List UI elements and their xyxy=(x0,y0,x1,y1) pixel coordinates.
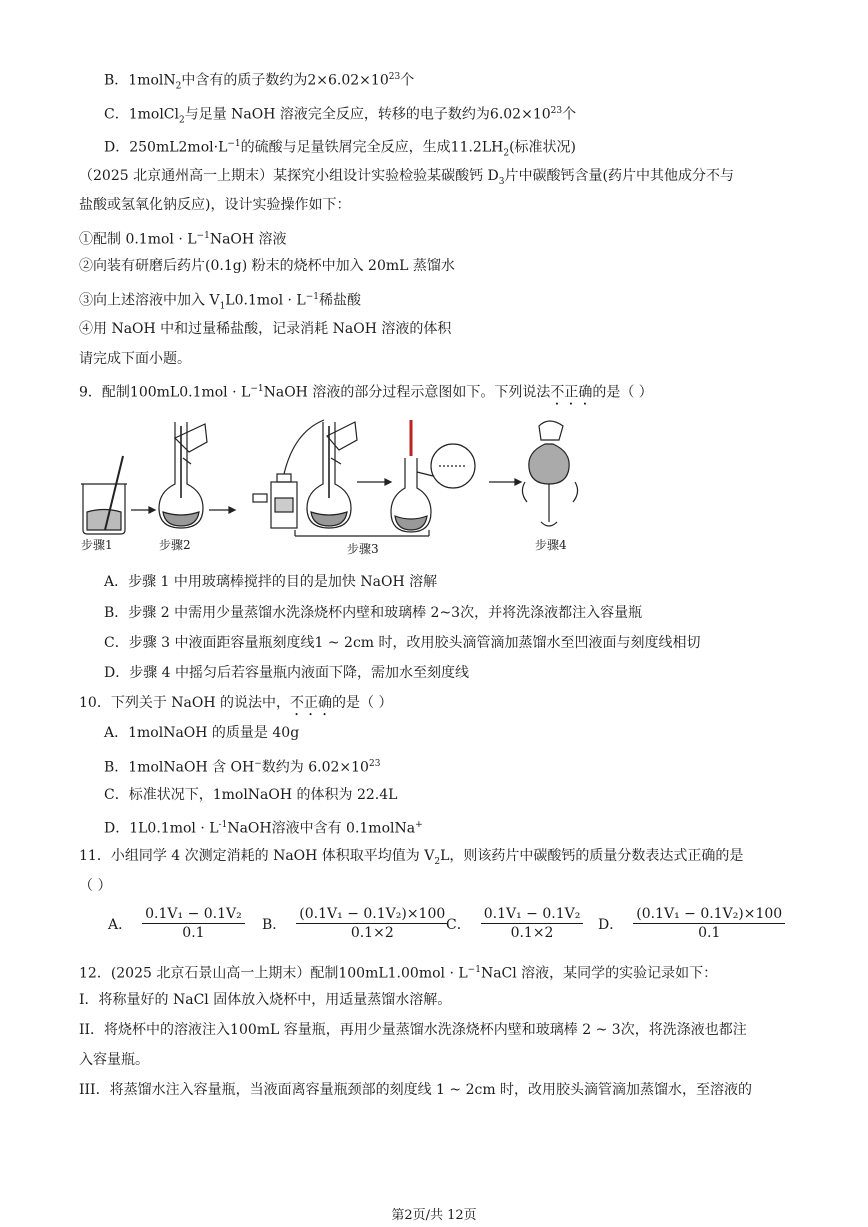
superscript: − xyxy=(254,759,262,769)
option-label: C． xyxy=(446,916,471,933)
superscript: −1 xyxy=(196,231,210,241)
q12-record-iii: III．将蒸馏水注入容量瓶，当液面离容量瓶颈部的刻度线 1 ~ 2cm 时，改用胶头滴管滴加蒸馏水，至溶液的 xyxy=(79,1082,753,1098)
option-text: (标准状况) xyxy=(509,139,577,156)
option-text: B．1molNaOH 含 OH xyxy=(104,759,255,776)
superscript: 23 xyxy=(368,759,381,769)
question-text: 11．小组同学 4 次测定消耗的 NaOH 体积取平均值为 V xyxy=(79,848,435,864)
step-text: ③向上述溶液中加入 V xyxy=(79,292,220,309)
step-3-label: 步骤3 xyxy=(347,542,379,556)
subscript: 2 xyxy=(434,856,441,867)
superscript: −1 xyxy=(250,384,264,394)
formula: 1molCl xyxy=(128,106,179,123)
q9-option-b[interactable]: B．步骤 2 中需用少量蒸馏水洗涤烧杯内壁和玻璃棒 2~3次，并将洗涤液都注入容量瓶 xyxy=(104,605,643,621)
question-text: 的是（ ） xyxy=(592,384,653,401)
option-d-line xyxy=(104,134,576,163)
fraction xyxy=(296,906,448,941)
question-text: 10．下列关于 NaOH 的说法中， xyxy=(79,695,290,711)
question-9-stem xyxy=(79,379,653,409)
numerator: (0.1V₁ − 0.1V₂)×100 xyxy=(296,906,448,924)
question-12-stem xyxy=(79,960,717,984)
formula: 2×6.02×10 xyxy=(307,72,389,89)
fraction xyxy=(142,906,245,941)
procedure-step-3 xyxy=(79,287,361,316)
question-10-stem xyxy=(79,693,392,719)
question-text: 12．(2025 北京石景山高一上期末）配制 xyxy=(79,965,339,982)
question-text: L，则该药片中碳酸钙的质量分数表达式正确的是 xyxy=(440,848,744,864)
subscript: 1 xyxy=(219,301,226,312)
intro-text: 片中碳酸钙含量(药片中其他成分不与 xyxy=(504,168,734,184)
formula: 100mL0.1mol · L xyxy=(129,384,251,401)
option-label: C． xyxy=(104,106,129,123)
step-4-label: 步骤4 xyxy=(535,538,567,552)
step-2-label: 步骤2 xyxy=(159,538,191,552)
instruction-line: 请完成下面小题。 xyxy=(79,351,191,367)
q12-record-i: I．将称量好的 NaCl 固体放入烧杯中，用适量蒸馏水溶解。 xyxy=(79,992,452,1008)
solution-prep-diagram xyxy=(79,412,599,556)
superscript: −1 xyxy=(227,139,241,149)
option-b-line xyxy=(104,67,414,96)
q9-option-a[interactable]: A．步骤 1 中用玻璃棒搅拌的目的是加快 NaOH 溶解 xyxy=(104,574,438,590)
step-text: ①配制 0.1mol · L xyxy=(79,231,197,248)
question-text: 的是（ ） xyxy=(332,695,393,711)
option-label: B． xyxy=(104,72,129,89)
q12-record-ii: II．将烧杯中的溶液注入100mL 容量瓶，再用少量蒸馏水洗涤烧杯内壁和玻璃棒 2 ~ 3次，将洗涤液也都注 xyxy=(79,1022,747,1038)
subscript: 2 xyxy=(179,115,185,126)
fraction xyxy=(633,906,785,941)
option-text: 的硫酸与足量铁屑完全反应，生成 xyxy=(240,139,451,156)
step-text: NaOH 溶液 xyxy=(209,231,287,248)
procedure-step-1 xyxy=(79,226,287,250)
option-label: D． xyxy=(104,139,130,156)
option-label: D． xyxy=(598,916,624,933)
numerator: 0.1V₁ − 0.1V₂ xyxy=(142,906,245,924)
subscript: 3 xyxy=(498,176,505,187)
option-text: 数约为 6.02×10 xyxy=(261,759,369,776)
option-text: 与足量 NaOH 溶液完全反应，转移的电子数约为 xyxy=(184,106,490,123)
numerator: (0.1V₁ − 0.1V₂)×100 xyxy=(633,906,785,924)
denominator: 0.1×2 xyxy=(510,925,554,941)
q10-option-c[interactable]: C．标准状况下，1molNaOH 的体积为 22.4L xyxy=(104,787,398,803)
question-text: NaOH 溶液的部分过程示意图如下。下列说法 xyxy=(263,384,551,401)
q12-record-ii-cont: 入容量瓶。 xyxy=(79,1052,149,1068)
emphasis-text: 不正确 xyxy=(550,384,593,401)
option-text: 中含有的质子数约为 xyxy=(181,72,308,89)
step-1-label: 步骤1 xyxy=(81,538,113,552)
formula: 250mL2mol·L xyxy=(129,139,228,156)
superscript: -1 xyxy=(218,820,228,830)
q9-option-d[interactable]: D．步骤 4 中摇匀后若容量瓶内液面下降，需加水至刻度线 xyxy=(104,665,470,681)
superscript: 23 xyxy=(550,106,563,116)
q10-option-d[interactable] xyxy=(104,815,423,839)
q11-option-a[interactable] xyxy=(108,906,249,941)
step-text: L0.1mol · L xyxy=(225,292,306,309)
option-text: 个 xyxy=(562,106,577,123)
q10-option-a[interactable]: A．1molNaOH 的质量是 40g xyxy=(104,725,300,741)
q11-option-d[interactable] xyxy=(598,906,789,941)
superscript: −1 xyxy=(305,292,319,302)
q11-option-c[interactable] xyxy=(446,906,587,941)
superscript: 23 xyxy=(388,72,401,82)
diagram-illustration xyxy=(79,412,599,552)
question-number: 9．配制 xyxy=(79,384,130,401)
subscript: 2 xyxy=(175,81,182,92)
option-text: 个 xyxy=(400,72,415,89)
option-text: D．1L0.1mol · L xyxy=(104,820,219,837)
formula: 6.02×10 xyxy=(489,106,551,123)
page-footer: 第2页/共 12页 xyxy=(391,1208,477,1223)
denominator: 0.1 xyxy=(698,925,721,941)
procedure-step-2: ②向装有研磨后药片(0.1g) 粉末的烧杯中加入 20mL 蒸馏水 xyxy=(79,258,455,274)
denominator: 0.1 xyxy=(182,925,205,941)
step-text: 稀盐酸 xyxy=(318,292,361,309)
formula: 11.2LH xyxy=(450,139,504,156)
subscript: 2 xyxy=(503,148,510,159)
q11-option-b[interactable] xyxy=(262,906,452,941)
option-label: B． xyxy=(262,916,287,933)
fraction xyxy=(481,906,584,941)
q9-option-c[interactable]: C．步骤 3 中液面距容量瓶刻度线1 ~ 2cm 时，改用胶头滴管滴加蒸馏水至凹液面与刻度线相切 xyxy=(104,635,701,651)
question-11-paren: （ ） xyxy=(79,878,112,894)
option-label: A． xyxy=(108,916,133,933)
option-text: NaOH溶液中含有 0.1molNa xyxy=(227,820,416,837)
intro-text: （2025 北京通州高一上期末）某探究小组设计实验检验某碳酸钙 D xyxy=(79,168,499,184)
superscript: + xyxy=(415,820,423,830)
formula: 100mL1.00mol · L xyxy=(338,965,468,982)
formula: 1molN xyxy=(128,72,176,89)
option-c-line xyxy=(104,101,576,130)
question-11-stem xyxy=(79,846,743,872)
emphasis-text: 不正确 xyxy=(290,695,332,711)
procedure-step-4: ④用 NaOH 中和过量稀盐酸，记录消耗 NaOH 溶液的体积 xyxy=(79,321,452,337)
denominator: 0.1×2 xyxy=(350,925,394,941)
q10-option-b[interactable] xyxy=(104,754,380,778)
intro-line-2: 盐酸或氢氧化钠反应)，设计实验操作如下： xyxy=(79,197,351,213)
intro-line-1 xyxy=(79,166,734,192)
superscript: −1 xyxy=(467,965,481,975)
numerator: 0.1V₁ − 0.1V₂ xyxy=(481,906,584,924)
question-text: NaCl 溶液，某同学的实验记录如下： xyxy=(480,965,718,982)
